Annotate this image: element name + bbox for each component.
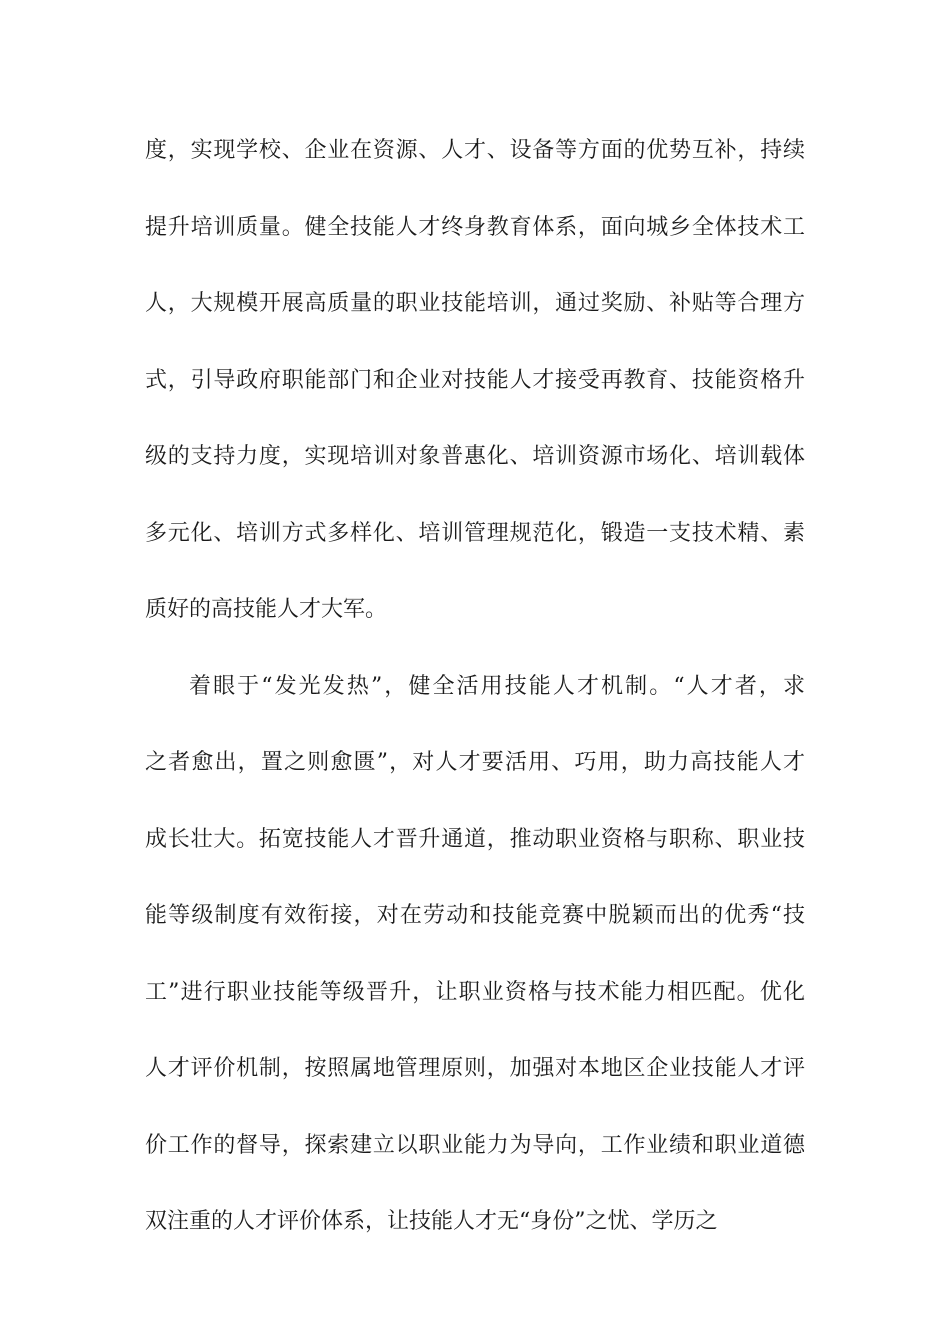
- text-line: 度，实现学校、企业在资源、人才、设备等方面的优势互补，持续: [145, 138, 805, 163]
- text-line: 双注重的人才评价体系，让技能人才无“身份”之忧、学历之: [145, 1209, 718, 1234]
- text-line: 工”进行职业技能等级晋升，让职业资格与技术能力相匹配。优化: [145, 979, 805, 1005]
- text-line: 价工作的督导，探索建立以职业能力为导向，工作业绩和职业道德: [145, 1132, 805, 1158]
- text-line: 能等级制度有效衔接，对在劳动和技能竞赛中脱颖而出的优秀“技: [145, 903, 805, 928]
- text-line: 级的支持力度，实现培训对象普惠化、培训资源市场化、培训载体: [145, 444, 805, 469]
- text-line: 人才评价机制，按照属地管理原则，加强对本地区企业技能人才评: [145, 1056, 805, 1081]
- text-line: 式，引导政府职能部门和企业对技能人才接受再教育、技能资格升: [145, 367, 805, 393]
- body-text: [145, 129, 805, 1277]
- text-line: 人，大规模开展高质量的职业技能培训，通过奖励、补贴等合理方: [145, 291, 805, 316]
- text-line: 成长壮大。拓宽技能人才晋升通道，推动职业资格与职称、职业技: [145, 826, 805, 852]
- text-line: 提升培训质量。健全技能人才终身教育体系，面向城乡全体技术工: [145, 214, 805, 240]
- paragraph-first-line: 着眼于“发光发热”，健全活用技能人才机制。“人才者，求: [189, 673, 805, 699]
- text-line: 质好的高技能人才大军。: [145, 597, 388, 622]
- text-line: 多元化、培训方式多样化、培训管理规范化，锻造一支技术精、素: [145, 520, 805, 546]
- text-line: 之者愈出，置之则愈匮”，对人才要活用、巧用，助力高技能人才: [145, 750, 805, 775]
